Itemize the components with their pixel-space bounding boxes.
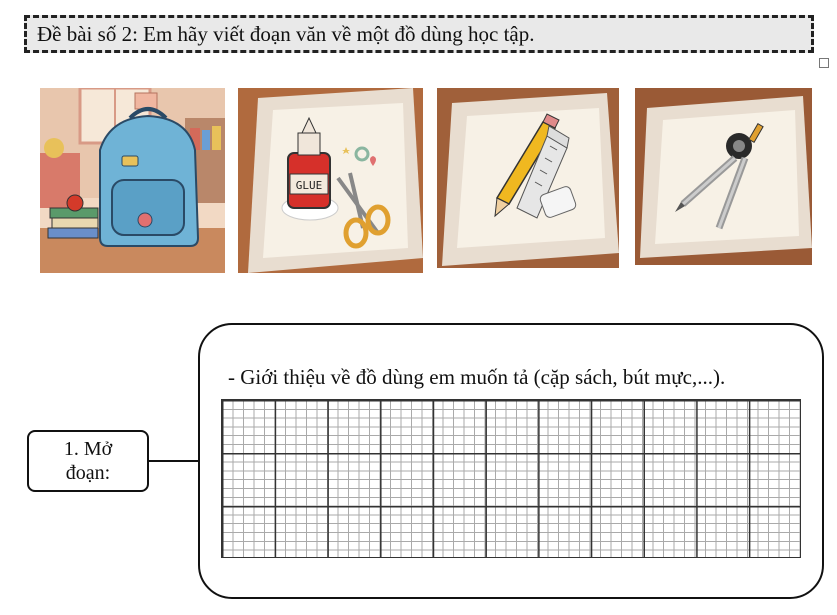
compass-picture	[635, 88, 812, 265]
glue-scissors-picture	[238, 88, 423, 273]
handwriting-grid[interactable]	[221, 399, 801, 558]
assignment-heading	[24, 15, 814, 53]
intro-prompt: - Giới thiệu về đồ dùng em muốn tả (cặp sách, bút mực,...).	[228, 365, 726, 389]
glue-label: GLUE	[295, 179, 323, 192]
glue-scissors-icon	[238, 88, 423, 273]
backpack-icon	[40, 88, 225, 273]
pencil-ruler-eraser-icon	[437, 88, 619, 268]
connector-line	[148, 460, 198, 462]
resize-handle[interactable]	[819, 58, 829, 68]
backpack-picture	[40, 88, 225, 273]
section-label-line1: 1. Mở	[63, 438, 113, 460]
section-label-line2: đoạn:	[65, 462, 111, 484]
section-label	[27, 430, 149, 492]
pencil-ruler-picture	[437, 88, 619, 268]
compass-icon	[635, 88, 812, 265]
heading-text: Đề bài số 2: Em hãy viết đoạn văn về một đồ dùng học tập.	[37, 22, 535, 46]
